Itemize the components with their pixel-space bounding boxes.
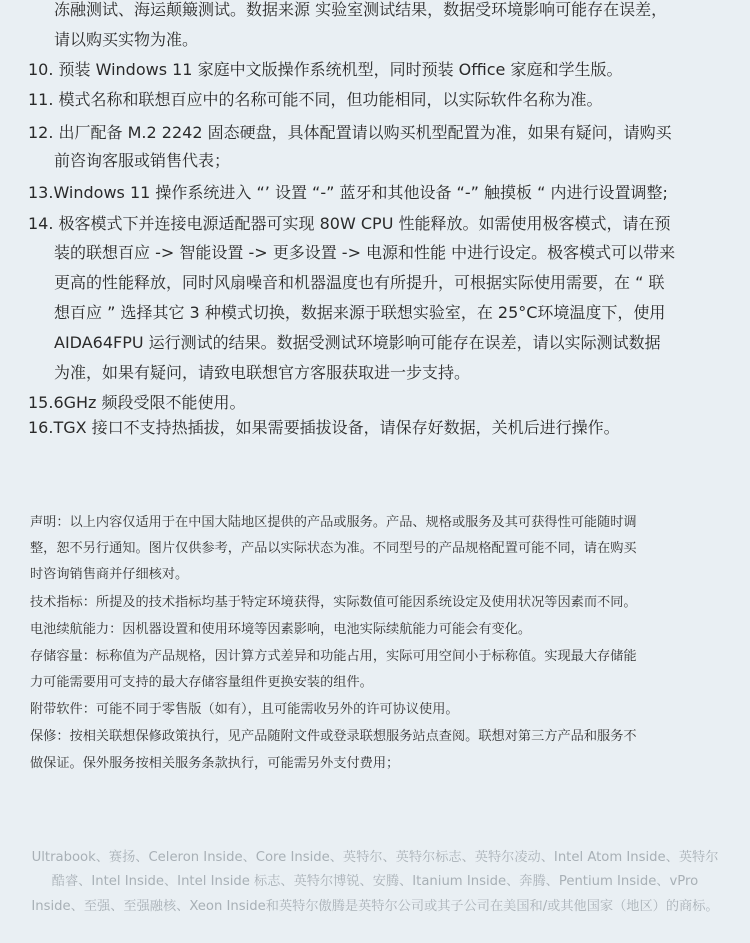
footnote-item-14: 14. 极客模式下并连接电源适配器可实现 80W CPU 性能释放。如需使用极客模式，请在预 bbox=[28, 214, 671, 233]
footnote-item-11: 11. 模式名称和联想百应中的名称可能不同，但功能相同，以实际软件名称为准。 bbox=[28, 90, 603, 109]
trademark-line: Ultrabook、赛扬、Celeron Inside、Core Inside、英特尔、英特尔标志、英特尔凌动、Intel Atom Inside、英特尔 bbox=[31, 850, 719, 865]
declaration-line: 存储容量：标称值为产品规格，因计算方式差异和功能占用，实际可用空间小于标称值。实现最大存储能 bbox=[30, 649, 637, 664]
declaration-line: 技术指标：所提及的技术指标均基于特定环境获得，实际数值可能因系统设定及使用状况等因素而不同。 bbox=[30, 595, 637, 610]
footnote-line: 为准，如果有疑问，请致电联想官方客服获取进一步支持。 bbox=[54, 363, 471, 382]
trademark-line: Inside、至强、至强融核、Xeon Inside和英特尔傲腾是英特尔公司或其子公司在美国和/或其他国家（地区）的商标。 bbox=[31, 899, 719, 914]
footnote-line: 装的联想百应 -> 智能设置 -> 更多设置 -> 电源和性能 中进行设定。极客模式可以带来 bbox=[54, 243, 676, 262]
declaration-line: 做保证。保外服务按相关服务条款执行，可能需另外支付费用； bbox=[30, 756, 400, 771]
footnote-line: 冻融测试、海运颠簸测试。数据来源 实验室测试结果，数据受环境影响可能存在误差， bbox=[54, 0, 668, 19]
footnote-item-16: 16.TGX 接口不支持热插拔，如果需要插拔设备，请保存好数据，关机后进行操作。 bbox=[28, 418, 620, 437]
declaration-line: 力可能需要用可支持的最大存储容量组件更换安装的组件。 bbox=[30, 675, 373, 690]
footnote-line: 请以购买实物为准。 bbox=[54, 30, 199, 49]
footnote-line: 前咨询客服或销售代表； bbox=[54, 151, 231, 170]
trademark-line: 酷睿、Intel Inside、Intel Inside 标志、英特尔博锐、安腾、Itanium Inside、奔腾、Pentium Inside、vPro bbox=[51, 874, 699, 889]
footnote-line: 想百应 ” 选择其它 3 种模式切换，数据来源于联想实验室，在 25°C环境温度下，使用 bbox=[54, 303, 666, 322]
declaration-line: 整，恕不另行通知。图片仅供参考，产品以实际状态为准。不同型号的产品规格配置可能不同，请在购买 bbox=[30, 541, 637, 556]
footnote-line: 更高的性能释放，同时风扇噪音和机器温度也有所提升，可根据实际使用需要，在 “ 联 bbox=[54, 273, 665, 292]
declaration-line: 声明：以上内容仅适用于在中国大陆地区提供的产品或服务。产品、规格或服务及其可获得性可能随时调 bbox=[30, 515, 637, 530]
declaration-line: 时咨询销售商并仔细核对。 bbox=[30, 567, 189, 582]
footnote-item-12: 12. 出厂配备 M.2 2242 固态硬盘，具体配置请以购买机型配置为准，如果有疑问，请购买 bbox=[28, 123, 672, 142]
footnote-item-15: 15.6GHz 频段受限不能使用。 bbox=[28, 393, 246, 412]
declaration-line: 电池续航能力：因机器设置和使用环境等因素影响，电池实际续航能力可能会有变化。 bbox=[30, 622, 532, 637]
footnote-line: AIDA64FPU 运行测试的结果。数据受测试环境影响可能存在误差，请以实际测试数据 bbox=[54, 333, 661, 352]
declaration-line: 保修：按相关联想保修政策执行，见产品随附文件或登录联想服务站点查阅。联想对第三方产品和服务不 bbox=[30, 729, 637, 744]
footnote-item-10: 10. 预装 Windows 11 家庭中文版操作系统机型，同时预装 Office 家庭和学生版。 bbox=[28, 60, 623, 79]
footnote-item-13: 13.Windows 11 操作系统进入 “’ 设置 “-” 蓝牙和其他设备 “-” 触摸板 “ 内进行设置调整; bbox=[28, 183, 668, 202]
declaration-line: 附带软件：可能不同于零售版（如有），且可能需收另外的许可协议使用。 bbox=[30, 702, 459, 717]
